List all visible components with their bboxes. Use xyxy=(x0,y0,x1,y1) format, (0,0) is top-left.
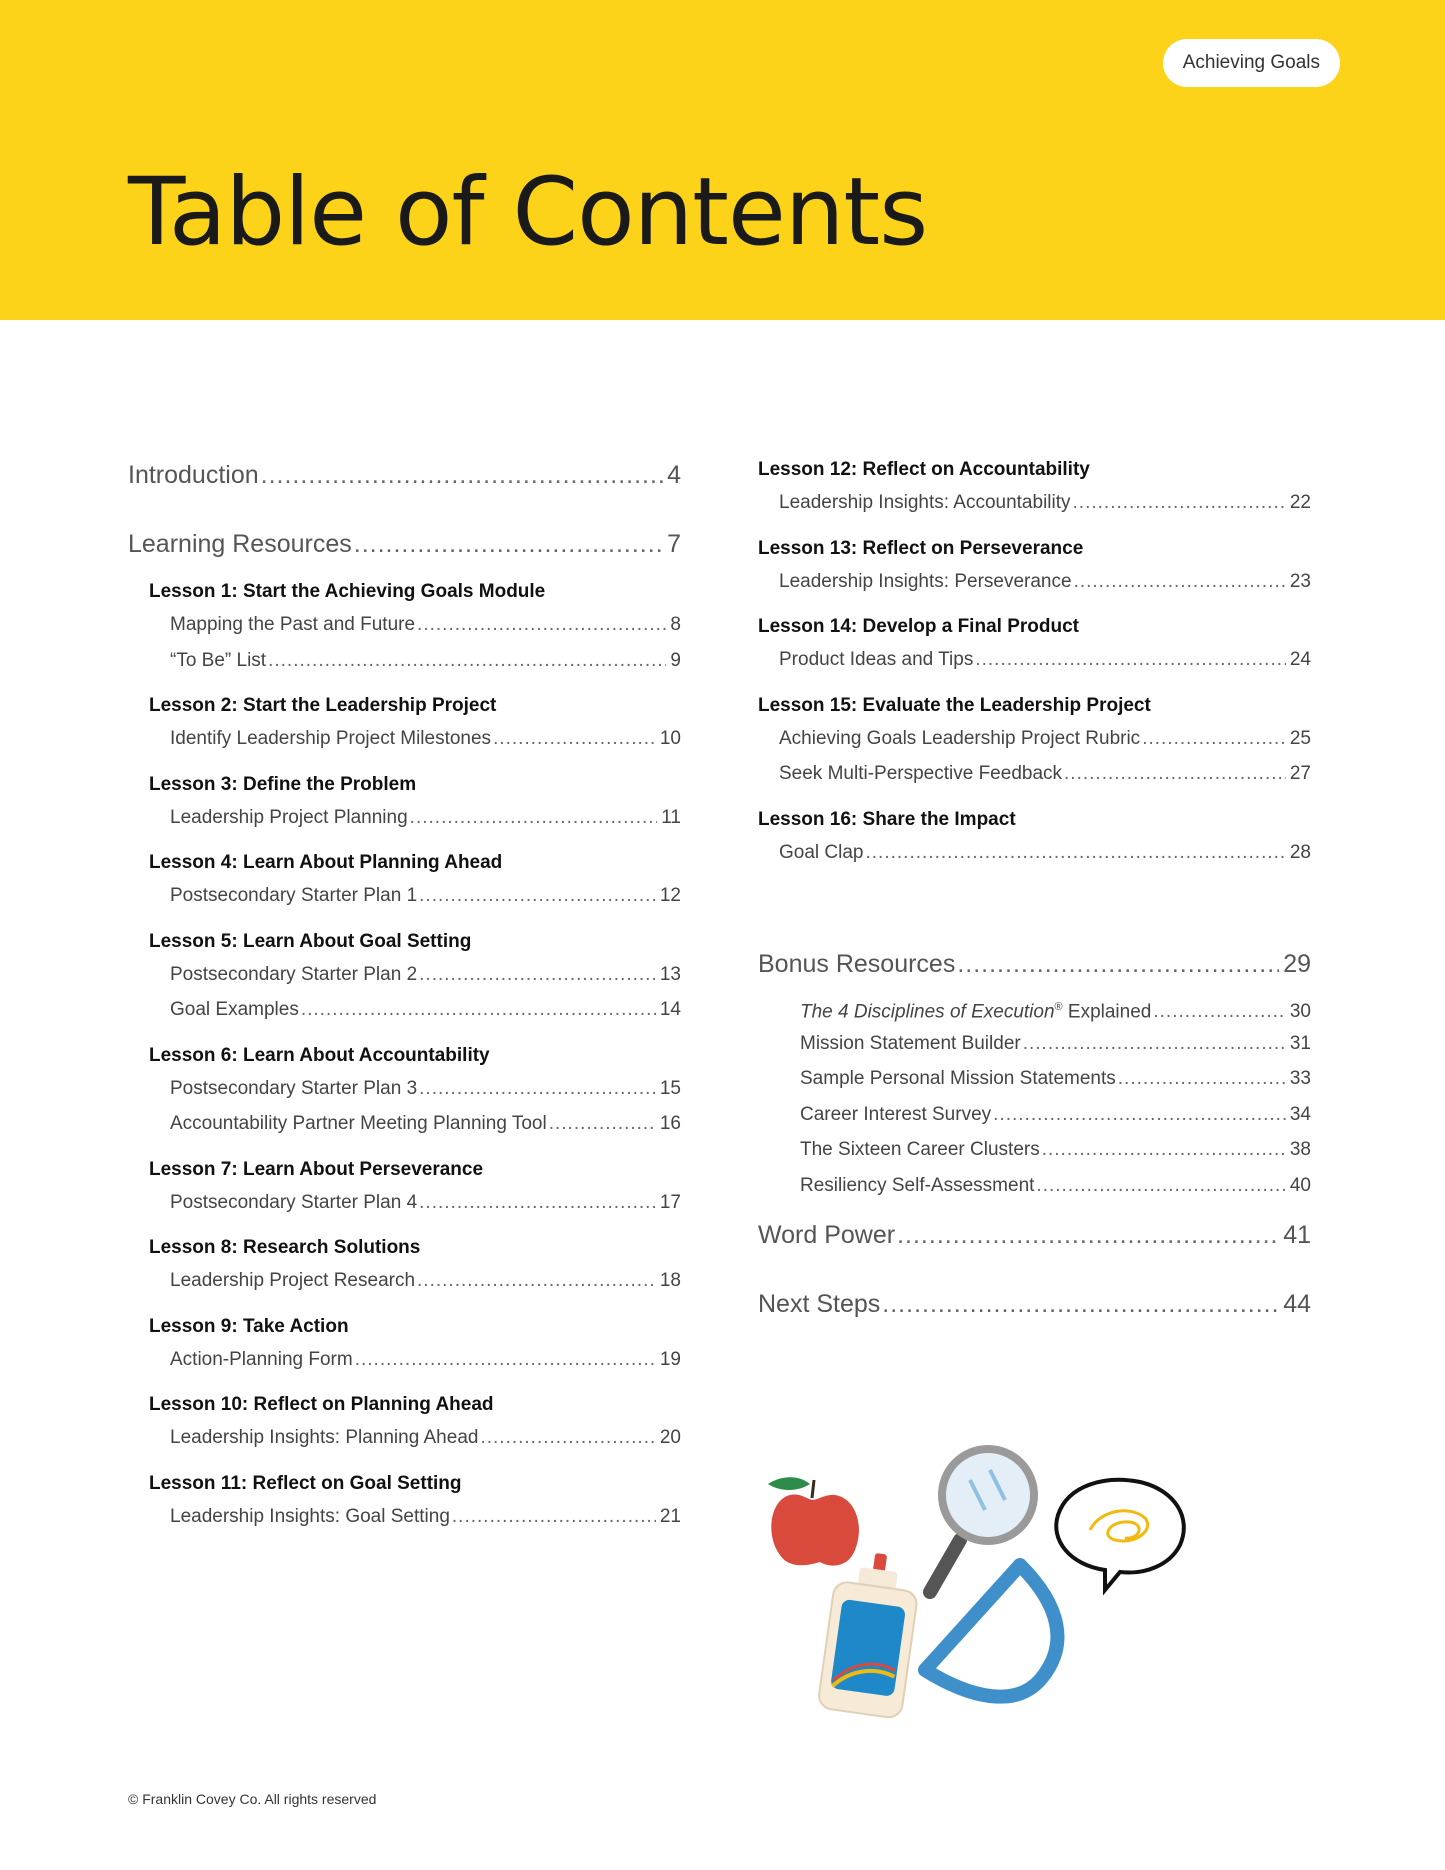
toc-entry[interactable]: The 4 Disciplines of Execution® Explained ..... 30 xyxy=(758,990,1311,1026)
toc-entry[interactable]: Leadership Insights: Accountability ..... 22 xyxy=(758,485,1311,521)
lesson-title[interactable]: Lesson 12: Reflect on Accountability xyxy=(758,459,1090,480)
toc-left-column xyxy=(128,455,681,1534)
lesson-3 xyxy=(128,770,681,836)
speech-bubble-icon xyxy=(1056,1480,1184,1590)
toc-entry-word-power[interactable]: Word Power ..... 41 xyxy=(758,1215,1311,1255)
lesson-14 xyxy=(758,612,1311,678)
toc-entry[interactable]: Resiliency Self-Assessment ..... 40 xyxy=(758,1168,1311,1204)
toc-entry[interactable]: Leadership Project Planning ..... 11 xyxy=(149,800,681,836)
lesson-5 xyxy=(128,927,681,1028)
toc-entry[interactable]: “To Be” List ..... 9 xyxy=(149,643,681,679)
toc-entry[interactable]: Postsecondary Starter Plan 1 ..... 12 xyxy=(149,878,681,914)
toc-entry[interactable]: Leadership Insights: Goal Setting ..... 21 xyxy=(149,1499,681,1535)
lesson-2 xyxy=(128,691,681,757)
toc-entry[interactable]: Postsecondary Starter Plan 2 ..... 13 xyxy=(149,957,681,993)
lesson-4 xyxy=(128,848,681,914)
toc-entry[interactable]: Action-Planning Form ..... 19 xyxy=(149,1342,681,1378)
lesson-8 xyxy=(128,1233,681,1299)
toc-entry[interactable]: Product Ideas and Tips ..... 24 xyxy=(758,642,1311,678)
lesson-title[interactable]: Lesson 8: Research Solutions xyxy=(149,1237,421,1258)
toc-entry[interactable]: Seek Multi-Perspective Feedback ..... 27 xyxy=(758,756,1311,792)
toc-entry-bonus-resources[interactable]: Bonus Resources ..... 29 xyxy=(758,944,1311,984)
toc-entry[interactable]: Identify Leadership Project Milestones ..... 10 xyxy=(149,721,681,757)
school-supplies-illustration xyxy=(760,1440,1320,1730)
toc-entry[interactable]: Leadership Insights: Perseverance ..... 23 xyxy=(758,564,1311,600)
lesson-title[interactable]: Lesson 6: Learn About Accountability xyxy=(149,1044,490,1066)
module-tag: Achieving Goals xyxy=(1163,39,1340,87)
lesson-13 xyxy=(758,534,1311,600)
lesson-title[interactable]: Lesson 14: Develop a Final Product xyxy=(758,616,1079,637)
toc-right-column xyxy=(758,455,1311,1324)
page-title: Table of Contents xyxy=(128,158,928,267)
lesson-6 xyxy=(128,1041,681,1142)
toc-entry[interactable]: Postsecondary Starter Plan 3 ..... 15 xyxy=(149,1071,681,1107)
lesson-title[interactable]: Lesson 4: Learn About Planning Ahead xyxy=(149,852,503,873)
toc-entry-introduction[interactable]: Introduction ..... 4 xyxy=(128,455,681,495)
glue-bottle-icon xyxy=(817,1548,923,1719)
lesson-title[interactable]: Lesson 11: Reflect on Goal Setting xyxy=(149,1472,462,1494)
copyright-footer: © Franklin Covey Co. All rights reserved xyxy=(128,1791,377,1807)
toc-entry[interactable]: Mapping the Past and Future ..... 8 xyxy=(149,607,681,643)
lesson-title[interactable]: Lesson 15: Evaluate the Leadership Project xyxy=(758,694,1151,716)
lesson-title[interactable]: Lesson 1: Start the Achieving Goals Module xyxy=(149,581,546,602)
toc-entry[interactable]: Achieving Goals Leadership Project Rubric ..... 25 xyxy=(758,721,1311,757)
apple-icon xyxy=(768,1477,859,1565)
toc-entry[interactable]: Goal Examples ..... 14 xyxy=(149,992,681,1028)
lesson-title[interactable]: Lesson 16: Share the Impact xyxy=(758,808,1016,830)
bonus-resources-section xyxy=(758,944,1311,1203)
toc-entry[interactable]: Mission Statement Builder ..... 31 xyxy=(758,1026,1311,1062)
toc-entry-next-steps[interactable]: Next Steps ..... 44 xyxy=(758,1284,1311,1324)
lesson-9 xyxy=(128,1312,681,1378)
toc-entry[interactable]: Postsecondary Starter Plan 4 ..... 17 xyxy=(149,1185,681,1221)
lesson-title[interactable]: Lesson 3: Define the Problem xyxy=(149,773,417,795)
lesson-title[interactable]: Lesson 9: Take Action xyxy=(149,1315,349,1337)
toc-entry[interactable]: Career Interest Survey ..... 34 xyxy=(758,1097,1311,1133)
lesson-title[interactable]: Lesson 13: Reflect on Perseverance xyxy=(758,537,1084,559)
protractor-icon xyxy=(925,1565,1057,1697)
lesson-title[interactable]: Lesson 7: Learn About Perseverance xyxy=(149,1158,484,1180)
lesson-12 xyxy=(758,455,1311,521)
toc-entry[interactable]: Goal Clap ..... 28 xyxy=(758,835,1311,871)
toc-entry[interactable]: The Sixteen Career Clusters ..... 38 xyxy=(758,1132,1311,1168)
toc-entry[interactable]: Accountability Partner Meeting Planning Tool ..... 16 xyxy=(149,1106,681,1142)
lesson-16 xyxy=(758,805,1311,871)
lesson-10 xyxy=(128,1390,681,1456)
toc-entry[interactable]: Leadership Project Research ..... 18 xyxy=(149,1263,681,1299)
toc-entry[interactable]: Sample Personal Mission Statements ..... 33 xyxy=(758,1061,1311,1097)
lesson-11 xyxy=(128,1469,681,1535)
lesson-title[interactable]: Lesson 2: Start the Leadership Project xyxy=(149,695,497,716)
lesson-1 xyxy=(128,577,681,678)
lesson-7 xyxy=(128,1155,681,1221)
toc-entry-learning-resources[interactable]: Learning Resources ..... 7 xyxy=(128,524,681,564)
lesson-15 xyxy=(758,691,1311,792)
lesson-title[interactable]: Lesson 10: Reflect on Planning Ahead xyxy=(149,1394,494,1415)
toc-entry[interactable]: Leadership Insights: Planning Ahead ..... 20 xyxy=(149,1420,681,1456)
lesson-title[interactable]: Lesson 5: Learn About Goal Setting xyxy=(149,930,472,952)
